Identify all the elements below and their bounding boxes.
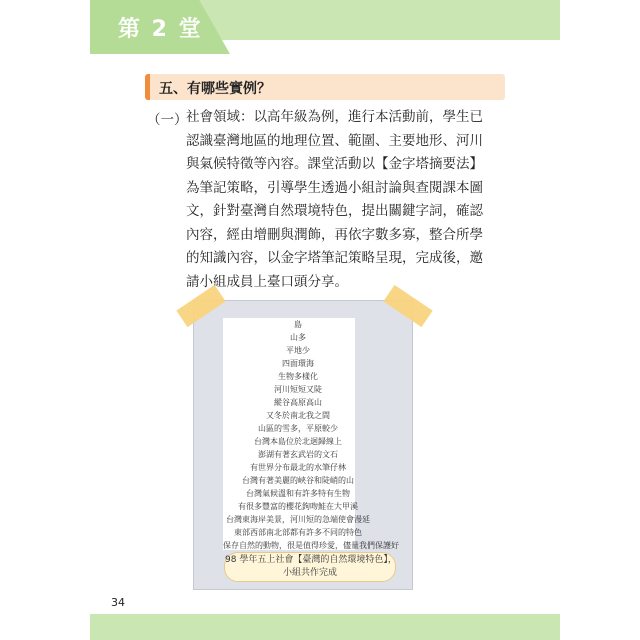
pyramid-row: 平地少	[286, 346, 310, 355]
body-line: 為筆記策略，引導學生透過小組討論與查閱課本圖	[186, 179, 483, 196]
pyramid-notes	[223, 318, 399, 550]
pyramid-row: 有世界分布最北的水筆仔林	[250, 463, 346, 472]
pyramid-row: 台灣東海岸美景，河川短的急端使會漫延	[226, 515, 370, 524]
pyramid-row: 保存自然的動物，很是值得珍愛，儘量我們保護好	[223, 541, 399, 550]
figure-caption-line: 小組共作完成	[282, 568, 337, 578]
pyramid-row: 四面環海	[282, 359, 314, 368]
page-number: 34	[111, 596, 125, 609]
body-paragraph	[186, 106, 504, 294]
pyramid-row: 台灣本島位於北迴歸線上	[254, 437, 342, 446]
pyramid-row: 台灣有著美麗的峽谷和陡峭的山	[242, 476, 354, 485]
pyramid-row: 河川短短又陡	[274, 385, 322, 394]
pyramid-row: 有很多豐富的櫻花鉤吻鮭在大甲溪	[238, 502, 358, 511]
footer-band	[90, 614, 560, 640]
pyramid-row: 縱谷高原高山	[274, 398, 322, 407]
body-line: 文，針對臺灣自然環境特色，提出關鍵字詞，確認	[186, 203, 483, 219]
pyramid-row: 山區的雪多，平原較少	[258, 424, 338, 433]
body-line: 內容，經由增刪與潤飾，再依字數多寡，整合所學	[186, 226, 483, 243]
figure-caption-line: 98 學年五上社會【臺灣的自然環境特色】，	[225, 555, 397, 565]
pyramid-row: 山多	[290, 333, 306, 342]
pyramid-row: 台灣氣候溫和有許多特有生物	[246, 489, 350, 498]
pyramid-row: 又冬於南北我之間	[266, 411, 330, 420]
item-marker: （一）	[147, 112, 188, 128]
pyramid-row: 島	[294, 320, 302, 329]
body-line: 認識臺灣地區的地理位置、範圍、主要地形、河川	[186, 132, 483, 149]
chapter-title: 第 2 堂	[118, 17, 203, 42]
body-line: 的知識內容，以金字塔筆記策略呈現，完成後，邀	[186, 250, 483, 266]
section-heading-text: 五、有哪些實例？	[159, 81, 271, 97]
pyramid-row: 澎湖有著玄武岩的文石	[258, 450, 338, 459]
section-heading	[145, 74, 505, 100]
figure-caption	[224, 552, 396, 582]
pyramid-row: 生物多樣化	[278, 372, 318, 381]
pyramid-row: 東部西部南北部都有許多不同的特色	[234, 528, 362, 537]
section-heading-accent-bar	[145, 74, 150, 100]
body-line: 社會領域：以高年級為例，進行本活動前，學生已	[186, 109, 483, 125]
body-line: 請小組成員上臺口頭分享。	[186, 273, 348, 290]
body-line: 與氣候特徵等內容。課堂活動以【金字塔摘要法】	[186, 156, 483, 172]
